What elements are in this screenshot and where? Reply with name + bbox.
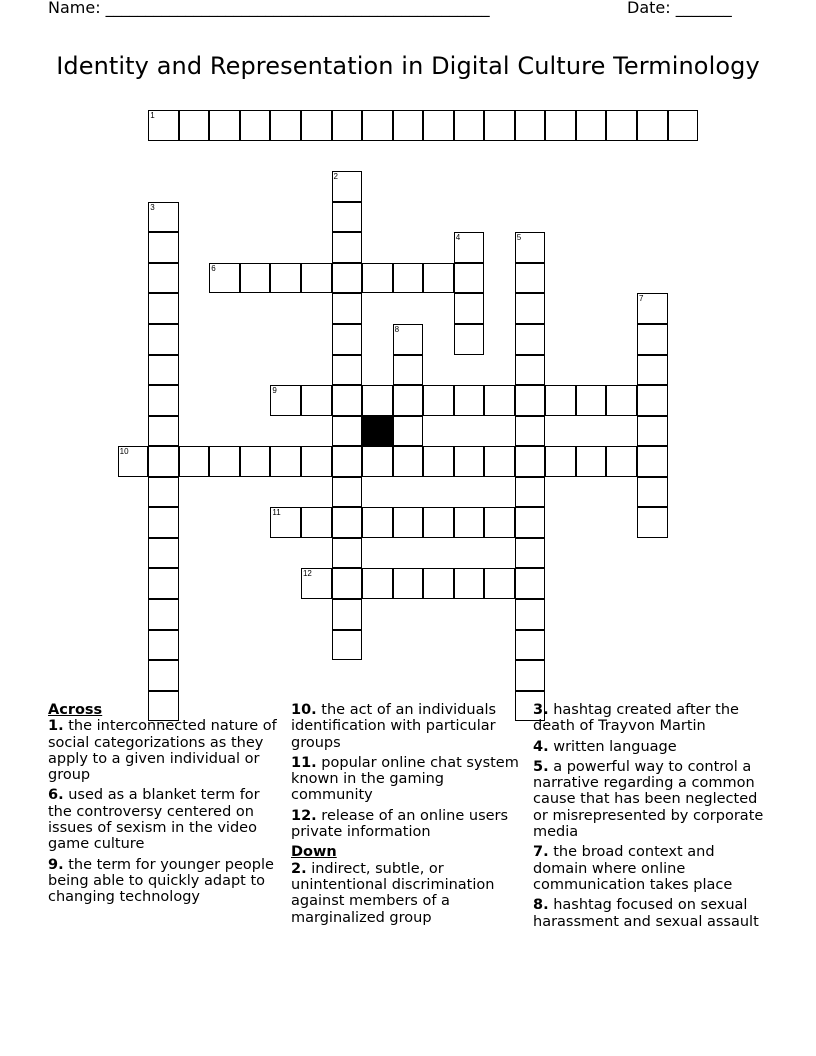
crossword-cell[interactable] [179,110,210,141]
crossword-cell-7[interactable] [637,293,668,324]
crossword-cell[interactable] [332,232,363,263]
clue-text: used as a blanket term for the controversy centered on issues of sexism in the video game culture [48,787,260,853]
crossword-cell[interactable] [393,355,424,386]
crossword-cell[interactable] [484,446,515,477]
page-title: Identity and Representation in Digital Culture Terminology [56,52,760,80]
crossword-cell-12[interactable] [301,568,332,599]
crossword-cell[interactable] [393,446,424,477]
crossword-cell[interactable] [454,263,485,294]
crossword-cell[interactable] [393,263,424,294]
crossword-cell[interactable] [423,568,454,599]
crossword-cell[interactable] [423,263,454,294]
date-field-label: Date: _______ [627,0,732,17]
crossword-cell[interactable] [576,446,607,477]
clues-column-1 [48,702,280,910]
crossword-cell[interactable] [423,385,454,416]
clue-text: popular online chat system known in the gaming community [291,754,519,804]
crossword-cell-1[interactable] [148,110,179,141]
crossword-cell[interactable] [332,355,363,386]
crossword-cell[interactable] [423,446,454,477]
crossword-cell[interactable] [332,446,363,477]
crossword-cell[interactable] [270,110,301,141]
crossword-cell[interactable] [637,446,668,477]
crossword-cell[interactable] [332,202,363,233]
crossword-cell-5[interactable] [515,232,546,263]
clues-column-3 [533,702,773,934]
clue-number: 1. [48,718,64,735]
crossword-cell[interactable] [545,110,576,141]
crossword-cell[interactable] [332,263,363,294]
crossword-cell[interactable] [515,630,546,661]
crossword-cell[interactable] [301,507,332,538]
crossword-cell[interactable] [148,477,179,508]
across-clue-1 [48,718,280,783]
clue-text: hashtag focused on sexual harassment and sexual assault [533,897,759,930]
clue-text: indirect, subtle, or unintentional discrimination against members of a marginalized group [291,860,495,926]
crossword-cell-3[interactable] [148,202,179,233]
across-clue-12 [291,808,523,841]
crossword-cell[interactable] [515,110,546,141]
clue-number: 8. [533,897,549,914]
crossword-cell[interactable] [332,538,363,569]
crossword-cell[interactable] [637,416,668,447]
crossword-cell[interactable] [545,385,576,416]
crossword-cell-6[interactable] [209,263,240,294]
crossword-cell[interactable] [393,568,424,599]
down-clue-4 [533,739,773,755]
crossword-cell[interactable] [515,599,546,630]
crossword-cell[interactable] [179,446,210,477]
across-heading: Across [48,702,103,718]
crossword-cell[interactable] [484,110,515,141]
crossword-cell[interactable] [484,568,515,599]
crossword-cell[interactable] [454,568,485,599]
clue-number: 10. [291,702,317,718]
crossword-cell[interactable] [332,293,363,324]
crossword-cell[interactable] [148,232,179,263]
crossword-cell[interactable] [393,507,424,538]
crossword-cell[interactable] [362,110,393,141]
crossword-cell[interactable] [148,568,179,599]
clues-column-2 [291,702,523,930]
clue-number: 5. [533,758,549,775]
crossword-cell[interactable] [332,110,363,141]
crossword-cell[interactable] [606,110,637,141]
crossword-cell[interactable] [423,507,454,538]
clue-number-label: 6 [211,263,216,273]
clue-number-label: 7 [639,294,644,304]
crossword-cell[interactable] [454,324,485,355]
clue-number: 4. [533,738,549,755]
crossword-cell[interactable] [148,324,179,355]
crossword-cell-9[interactable] [270,385,301,416]
crossword-cell[interactable] [484,507,515,538]
crossword-cell[interactable] [515,477,546,508]
crossword-cell-4[interactable] [454,232,485,263]
clue-number-label: 3 [150,202,155,212]
crossword-cell[interactable] [484,385,515,416]
crossword-cell[interactable] [240,446,271,477]
crossword-cell[interactable] [515,385,546,416]
crossword-cell[interactable] [362,263,393,294]
crossword-cell[interactable] [332,630,363,661]
clue-number: 12. [291,807,317,824]
crossword-cell[interactable] [454,507,485,538]
crossword-cell[interactable] [148,446,179,477]
crossword-cell[interactable] [332,599,363,630]
crossword-cell[interactable] [515,538,546,569]
clue-number-label: 11 [272,508,281,518]
crossword-cell[interactable] [637,477,668,508]
crossword-cell[interactable] [637,507,668,538]
crossword-cell[interactable] [393,385,424,416]
clue-text: hashtag created after the death of Trayvon Martin [533,702,739,735]
crossword-cell[interactable] [576,385,607,416]
clue-text: written language [553,738,677,755]
crossword-cell[interactable] [454,385,485,416]
crossword-cell[interactable] [393,110,424,141]
crossword-cell[interactable] [270,263,301,294]
crossword-cell-8[interactable] [393,324,424,355]
crossword-cell[interactable] [148,385,179,416]
name-field-label: Name: ________________________________________________ [48,0,490,17]
clue-number-label: 4 [455,233,461,243]
crossword-cell[interactable] [515,355,546,386]
crossword-cell[interactable] [148,355,179,386]
crossword-cell[interactable] [332,568,363,599]
crossword-cell[interactable] [393,416,424,447]
crossword-cell[interactable] [332,385,363,416]
clue-number: 3. [533,702,549,718]
clue-number-label: 12 [302,569,312,579]
clue-text: a powerful way to control a narrative regarding a common cause that has been neglected or misrepresented by corporate media [533,758,764,841]
crossword-cell[interactable] [362,568,393,599]
crossword-cell[interactable] [515,263,546,294]
crossword-cell[interactable] [148,660,179,691]
clue-text: the interconnected nature of social categorizations as they apply to a given individual or group [48,718,277,784]
crossword-cell[interactable] [270,446,301,477]
crossword-cell[interactable] [362,446,393,477]
crossword-cell[interactable] [301,263,332,294]
crossword-cell[interactable] [454,293,485,324]
crossword-cell[interactable] [515,324,546,355]
crossword-cell[interactable] [637,355,668,386]
crossword-cell[interactable] [148,630,179,661]
clue-number: 9. [48,856,64,873]
crossword-cell[interactable] [148,416,179,447]
crossword-cell[interactable] [148,263,179,294]
clue-number: 7. [533,844,549,861]
down-clue-8 [533,897,773,930]
crossword-cell[interactable] [454,446,485,477]
crossword-cell[interactable] [301,446,332,477]
clue-number-label: 9 [272,386,277,396]
crossword-cell[interactable] [515,660,546,691]
crossword-cell[interactable] [301,385,332,416]
crossword-cell[interactable] [606,385,637,416]
crossword-cell[interactable] [515,416,546,447]
clue-number-label: 2 [333,172,338,182]
clue-number-label: 5 [516,233,522,243]
crossword-cell[interactable] [301,110,332,141]
clue-number-label: 10 [119,447,129,457]
crossword-cell[interactable] [515,446,546,477]
crossword-cell[interactable] [362,385,393,416]
crossword-cell[interactable] [637,324,668,355]
down-clue-5 [533,759,773,840]
across-clue-10 [291,702,523,751]
down-clue-7 [533,844,773,893]
crossword-cell-2[interactable] [332,171,363,202]
crossword-cell[interactable] [148,599,179,630]
clue-text: release of an online users private information [291,807,509,841]
crossword-cell[interactable] [637,385,668,416]
clue-number: 6. [48,787,64,804]
clue-number-label: 1 [150,111,155,121]
crossword-cell[interactable] [515,507,546,538]
clue-text: the act of an individuals identification with particular groups [291,702,497,751]
across-clue-9 [48,857,280,906]
down-clue-2 [291,861,523,926]
clue-text: the term for younger people being able to quickly adapt to changing technology [48,856,274,906]
down-heading: Down [291,844,337,861]
crossword-cell-10[interactable] [118,446,149,477]
crossword-cell[interactable] [148,507,179,538]
down-clue-3 [533,702,773,735]
clue-number: 2. [291,860,307,877]
crossword-cell[interactable] [148,538,179,569]
crossword-cell[interactable] [454,110,485,141]
crossword-cell[interactable] [148,293,179,324]
crossword-cell[interactable] [332,477,363,508]
crossword-cell[interactable] [423,110,454,141]
crossword-cell[interactable] [332,324,363,355]
crossword-cell[interactable] [240,110,271,141]
clue-text: the broad context and domain where online communication takes place [533,844,733,893]
crossword-cell[interactable] [668,110,699,141]
crossword-cell[interactable] [209,446,240,477]
across-clue-6 [48,787,280,852]
crossword-cell[interactable] [637,110,668,141]
crossword-cell[interactable] [332,507,363,538]
crossword-cell-11[interactable] [270,507,301,538]
crossword-cell[interactable] [332,416,363,447]
blocked-cell [362,416,393,447]
crossword-cell[interactable] [545,446,576,477]
clue-number: 11. [291,754,317,771]
crossword-cell[interactable] [515,568,546,599]
crossword-cell[interactable] [515,293,546,324]
crossword-cell[interactable] [606,446,637,477]
clue-number-label: 8 [394,325,400,334]
crossword-cell[interactable] [209,110,240,141]
across-clue-11 [291,755,523,804]
crossword-cell[interactable] [576,110,607,141]
crossword-cell[interactable] [240,263,271,294]
crossword-cell[interactable] [362,507,393,538]
